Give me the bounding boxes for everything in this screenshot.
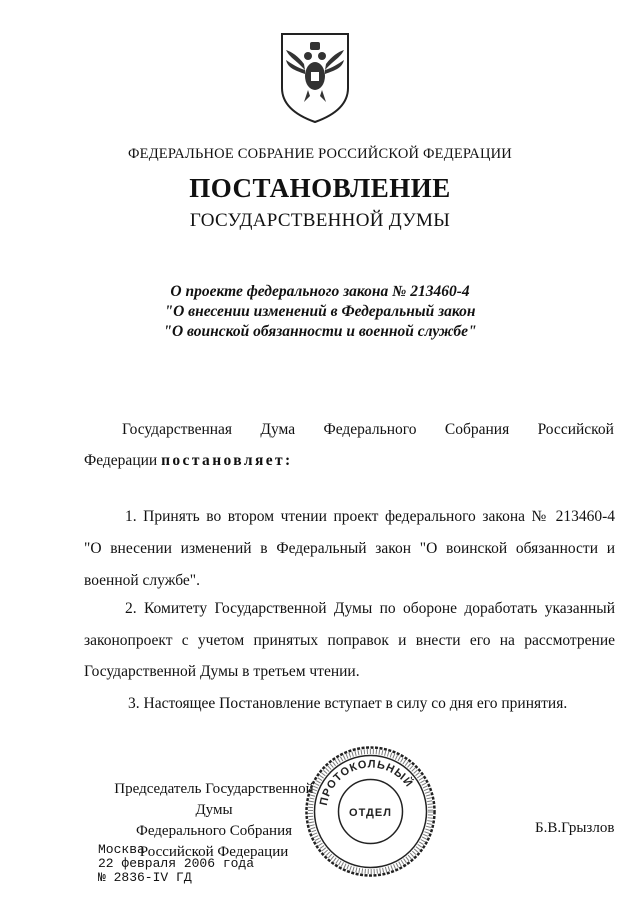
state-emblem-icon	[274, 30, 356, 126]
stamp-center-text: ОТДЕЛ	[349, 807, 392, 819]
subject-line: "О воинской обязанности и военной службе"	[163, 323, 477, 340]
item-2-line: Государственной Думы в третьем чтении.	[84, 663, 360, 680]
document-subtitle: ГОСУДАРСТВЕННОЙ ДУМЫ	[189, 210, 451, 231]
signer-title-line: Федерального Собрания	[135, 823, 293, 839]
item-1-line: военной службе".	[84, 572, 200, 589]
preamble-word: Федерального	[323, 421, 417, 438]
item-2-line: 2. Комитету Государственной Думы по обороне доработать указанный	[125, 600, 615, 617]
preamble-line	[122, 421, 614, 439]
round-stamp	[303, 744, 438, 879]
document-subject	[0, 282, 640, 342]
item-1-line: "О внесении изменений в Федеральный закон "О воинской обязанности и	[84, 540, 615, 557]
preamble-line	[84, 452, 293, 470]
signer-name: Б.В.Грызлов	[535, 820, 615, 836]
item-1-line: 1. Принять во втором чтении проект федерального закона № 213460-4	[125, 508, 615, 525]
parliament-name: ФЕДЕРАЛЬНОЕ СОБРАНИЕ РОССИЙСКОЙ ФЕДЕРАЦИИ	[128, 146, 512, 162]
item-3-line: 3. Настоящее Постановление вступает в силу со дня его принятия.	[128, 695, 568, 712]
preamble-word: Российской	[537, 421, 614, 438]
document-number: № 2836-IV ГД	[98, 870, 192, 885]
subject-line: "О внесении изменений в Федеральный закон	[164, 303, 476, 320]
item-2-line: законопроект с учетом принятых поправок и внести его на рассмотрение	[84, 632, 615, 649]
subject-line: О проекте федерального закона № 213460-4	[170, 283, 470, 300]
signer-title-line: Российской Федерации	[139, 844, 289, 860]
document-title: ПОСТАНОВЛЕНИЕ	[189, 173, 451, 203]
stamp-ring-text: ПРОТОКОЛЬНЫЙ	[317, 758, 416, 807]
preamble-word: Государственная	[122, 421, 233, 438]
signer-title-line: Председатель Государственной Думы	[114, 781, 314, 818]
preamble-text: Федерации	[84, 452, 162, 469]
decree-word: постановляет:	[161, 452, 293, 469]
preamble-word: Собрания	[444, 421, 510, 438]
issue-date: 22 февраля 2006 года	[98, 856, 255, 871]
document-footer	[98, 843, 254, 885]
issue-city: Москва	[98, 842, 145, 857]
preamble-word: Дума	[260, 421, 296, 438]
